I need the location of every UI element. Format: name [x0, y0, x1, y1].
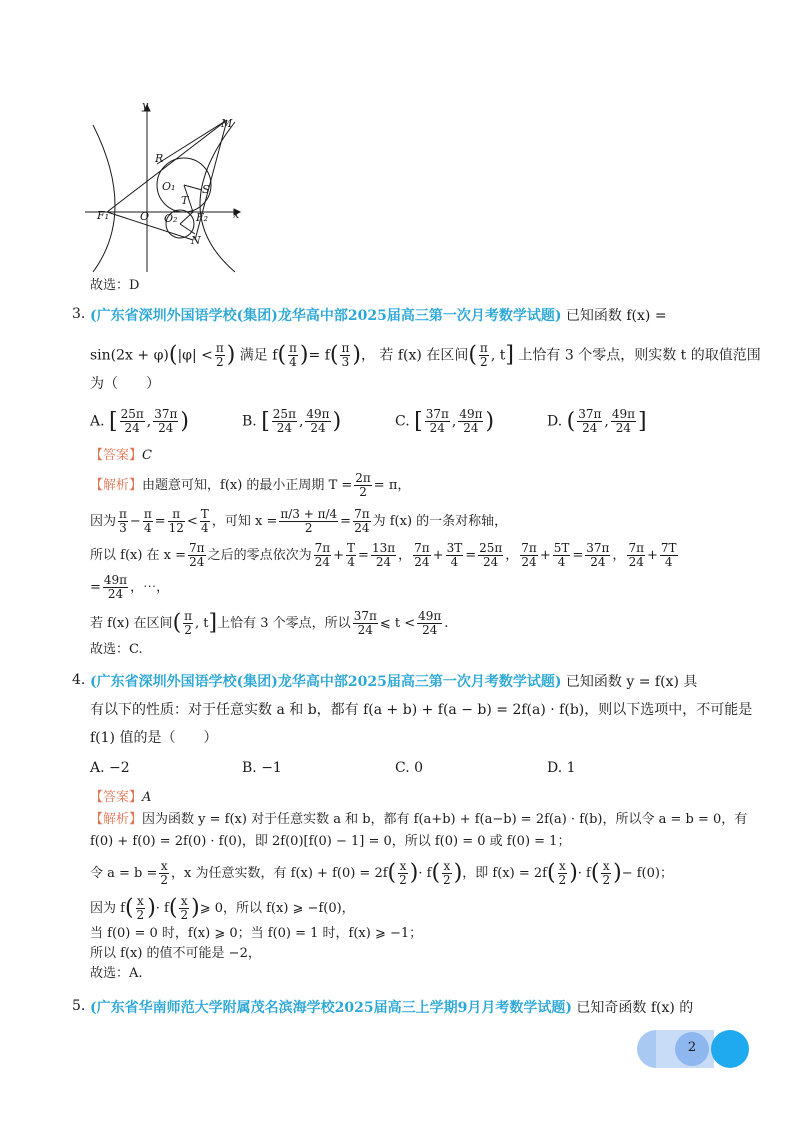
label-f1: F₁ — [97, 209, 110, 222]
q4-stem-1: 已知函数 y = f(x) 具 — [565, 674, 698, 690]
q5-number: 5. — [72, 998, 86, 1014]
q3-answer: 【答案】C — [90, 448, 152, 463]
q3-solution-3: 所以 f(x) 在 x = $\frac{7\pi}{24}$ 之后的零点依次为 $\frac{7\pi}{24}$ + $\frac{T}{4}$ = $\frac{13\pi}{24}$ ， $\frac{7\pi}{24}$ + $\frac{3T}{4}$ = $\frac{25\pi}{24}$ ， $\frac{7\pi}{24}$ + $\frac{5T}{4}$ = $\frac{37\pi}{24}$ ， $\frac{7\pi}{24}$ + $\frac{7T}{4}$ — [90, 541, 677, 569]
q3-stem-1: 已知函数 f(x) = — [565, 308, 667, 324]
hyperbola-right — [200, 122, 235, 272]
label-y: y — [142, 100, 149, 112]
q4-source: (广东省深圳外国语学校(集团)龙华高中部2025届高三第一次月考数学试题) — [90, 674, 562, 690]
label-t: T — [181, 194, 189, 207]
q3-solution-1: 【解析】由题意可知，f(x) 的最小正周期 T = $\frac{2\pi}{2}$ = π， — [90, 471, 411, 499]
q4-solution-7: 故选：A. — [90, 966, 143, 981]
q4-stem-line2: 有以下的性质：对于任意实数 a 和 b，都有 f(a + b) + f(a − b) = 2f(a) · f(b)，则以下选项中，不可能是 — [90, 702, 753, 718]
label-o1: O₁ — [162, 180, 176, 193]
page-badge-right-circle — [711, 1030, 749, 1068]
q3-option-a[interactable]: A. [ $\frac{25\pi}{24}$ , $\frac{37\pi}{24}$ ) — [90, 407, 189, 435]
q4-solution-4: 因为 f( $\frac{x}{2}$ )· f( $\frac{x}{2}$ )⩾ 0，所以 f(x) ⩾ −f(0)， — [90, 894, 355, 922]
page-number: 2 — [687, 1040, 697, 1055]
line-m-r — [157, 120, 227, 164]
line-o2-f2 — [180, 212, 193, 224]
label-o: O — [140, 210, 150, 223]
q4-option-b[interactable]: B. −1 — [242, 760, 282, 776]
q3-option-d[interactable]: D. ( $\frac{37\pi}{24}$ , $\frac{49\pi}{24}$ ] — [547, 407, 647, 435]
q3-stem-line3: 为（ ） — [90, 376, 160, 392]
q4-solution-6: 所以 f(x) 的值不可能是 −2， — [90, 946, 261, 961]
q4-solution-5: 当 f(0) = 0 时，f(x) ⩾ 0；当 f(0) = 1 时，f(x) ⩾ −1； — [90, 926, 423, 941]
q3-stem-line2: sin(2x + φ)(|φ| < $\frac{\pi}{2}$ ) 满足 f( $\frac{\pi}{4}$ )= f( $\frac{\pi}{3}$ )， 若 f(x) 在区间( $\frac{\pi}{2}$ , t] 上恰有 3 个零点，则实数 t 的取值范围 — [90, 341, 761, 369]
line-f1-n — [107, 212, 193, 240]
q3-solution-5: 若 f(x) 在区间( $\frac{\pi}{2}$ , t]上恰有 3 个零点，所以 $\frac{37\pi}{24}$ ⩽ t < $\frac{49\pi}{24}$ . — [90, 609, 449, 637]
geometry-figure — [85, 100, 255, 275]
q4-solution-1: 【解析】因为函数 y = f(x) 对于任意实数 a 和 b，都有 f(a+b) + f(a−b) = 2f(a) · f(b)，所以令 a = b = 0，有 — [90, 812, 748, 827]
label-s: S — [202, 183, 210, 196]
q3-solution-4: = $\frac{49\pi}{24}$ ，⋯， — [90, 573, 170, 601]
q3-solution-6: 故选：C. — [90, 642, 143, 657]
q4-number: 4. — [72, 672, 86, 688]
label-f2: F₂ — [196, 211, 209, 224]
line-f1-m — [107, 120, 227, 212]
label-x: x — [233, 208, 240, 221]
q5-stem-1: 已知奇函数 f(x) 的 — [576, 1000, 694, 1016]
q3-option-c[interactable]: C. [ $\frac{37\pi}{24}$ , $\frac{49\pi}{24}$ ) — [395, 407, 495, 435]
q4-solution-2: f(0) + f(0) = 2f(0) · f(0)，即 2f(0)[f(0) − 1] = 0，所以 f(0) = 0 或 f(0) = 1； — [90, 834, 571, 849]
q5-stem-line1 — [90, 998, 693, 1018]
q3-number: 3. — [72, 306, 86, 322]
q4-stem-line3: f(1) 值的是（ ） — [90, 730, 218, 746]
q4-solution-3: 令 a = b = $\frac{x}{2}$ ，x 为任意实数，有 f(x) + f(0) = 2f( $\frac{x}{2}$ )· f( $\frac{x}{2}$ )，即 f(x) = 2f( $\frac{x}{2}$ )· f( $\frac{x}{2}$ )− f(0)； — [90, 859, 673, 887]
q3-source: (广东省深圳外国语学校(集团)龙华高中部2025届高三第一次月考数学试题) — [90, 308, 562, 324]
q3-option-b[interactable]: B. [ $\frac{25\pi}{24}$ , $\frac{49\pi}{24}$ ) — [242, 407, 342, 435]
prev-answer: 故选：D — [90, 278, 140, 293]
hyperbola-left — [93, 125, 115, 272]
page-badge — [637, 1030, 749, 1068]
q3-stem-line1 — [90, 306, 667, 326]
q3-solution-2: 因为 $\frac{\pi}{3}$ − $\frac{\pi}{4}$ = $\frac{\pi}{12}$ < $\frac{T}{4}$ ，可知 x = $\frac{\pi/3 + \pi/4}{2}$ = $\frac{7\pi}{24}$ 为 f(x) 的一条对称轴， — [90, 507, 508, 535]
q5-source: (广东省华南师范大学附属茂名滨海学校2025届高三上学期9月月考数学试题) — [90, 1000, 572, 1016]
q4-stem-line1 — [90, 672, 697, 692]
label-o2: O₂ — [164, 212, 178, 225]
label-m: M — [221, 117, 233, 130]
label-r: R — [155, 152, 164, 165]
q4-option-d[interactable]: D. 1 — [547, 760, 576, 776]
q4-option-c[interactable]: C. 0 — [395, 760, 424, 776]
q4-option-a[interactable]: A. −2 — [90, 760, 130, 776]
q4-answer: 【答案】A — [90, 790, 152, 805]
label-n: N — [191, 234, 201, 247]
line-o1-s — [184, 185, 202, 190]
